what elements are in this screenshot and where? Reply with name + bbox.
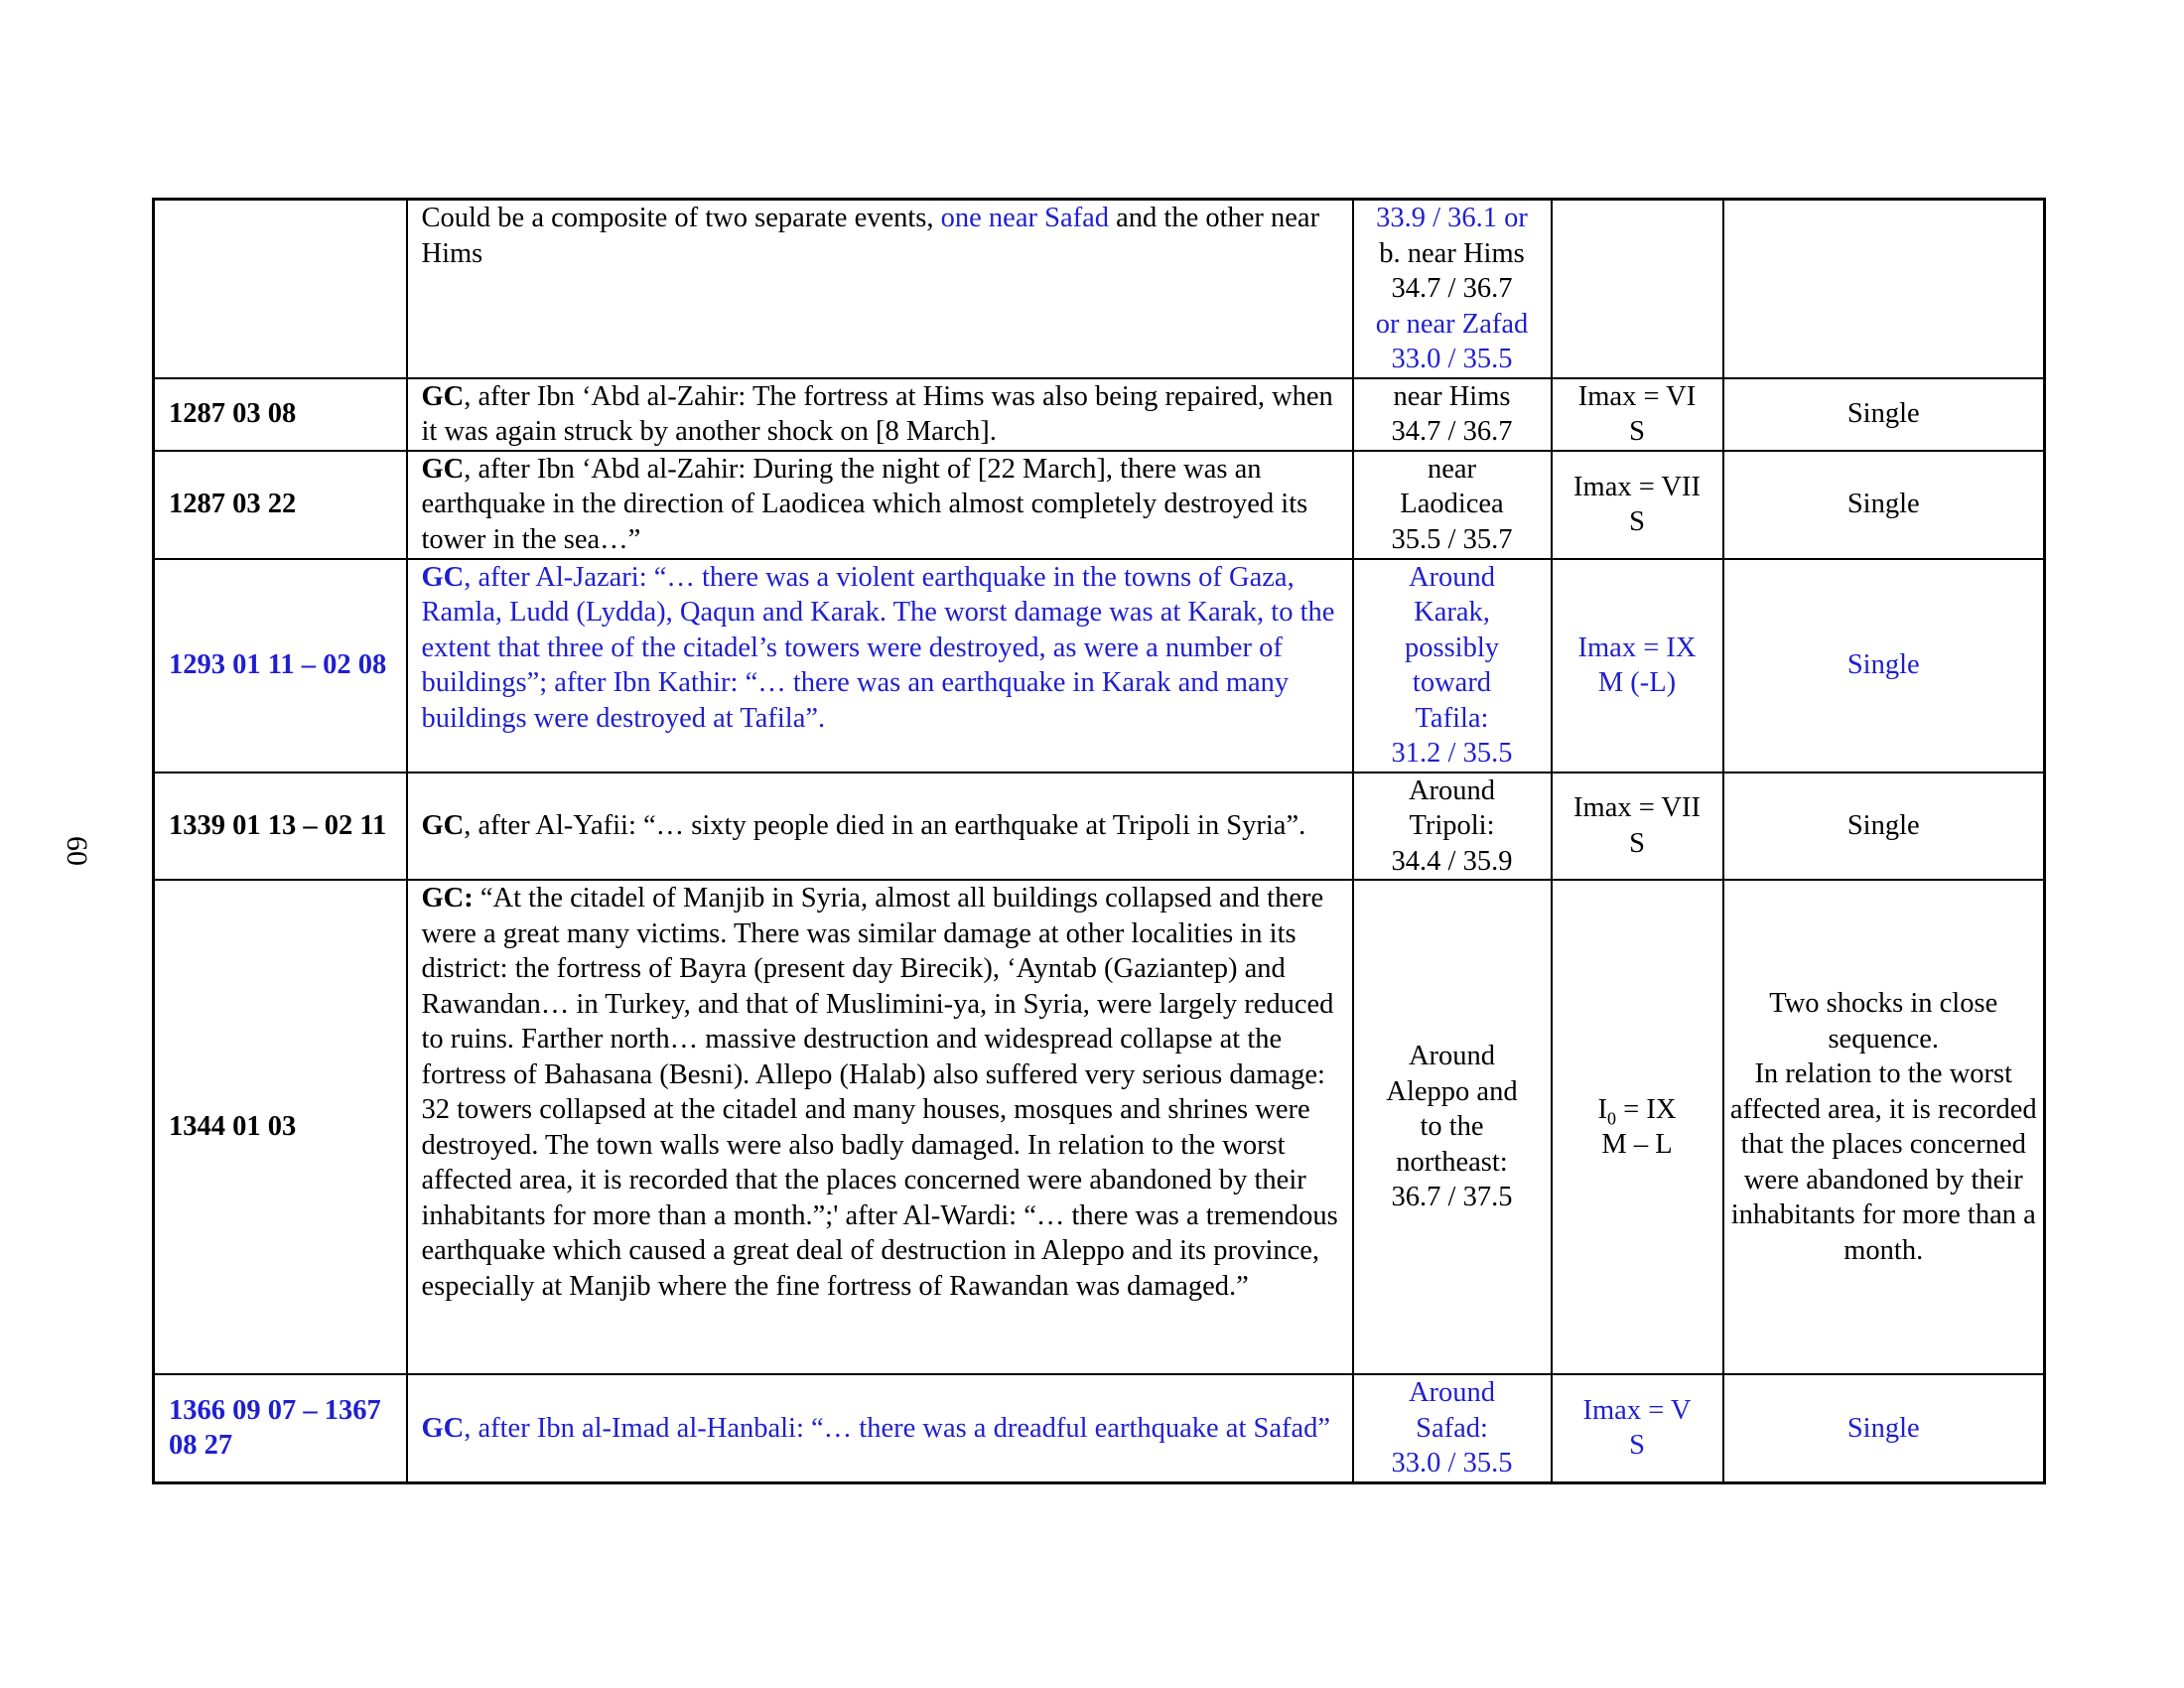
source-label: GC xyxy=(421,1412,465,1444)
description-cell xyxy=(407,880,1353,1374)
location-line: Around xyxy=(1408,1041,1496,1072)
type-cell: Single xyxy=(1723,1374,2045,1482)
location-line: Tripoli: xyxy=(1409,810,1495,841)
magnitude-class: S xyxy=(1629,1430,1645,1462)
location-cell xyxy=(1353,1374,1552,1482)
location-cell xyxy=(1353,378,1552,451)
description-text: Could be a composite of two separate events, xyxy=(421,203,941,233)
description-text: and the other near Hims xyxy=(421,203,1320,269)
location-line: Around xyxy=(1408,774,1496,806)
location-line: near Hims xyxy=(1393,380,1511,412)
intensity-symbol: I xyxy=(1597,1093,1608,1125)
intensity-cell xyxy=(1552,378,1723,451)
date-cell: 1287 03 22 xyxy=(154,451,407,559)
location-line: Around xyxy=(1408,561,1496,593)
table-row xyxy=(154,378,2045,451)
description-cell xyxy=(407,200,1353,378)
source-label: GC xyxy=(421,561,465,593)
description-text: , after Ibn ‘Abd al-Zahir: During the night of [22 March], there was an earthquake in the direction of Laodicea which almost completely destroyed its tower in the sea…” xyxy=(421,453,1308,555)
description-cell xyxy=(407,773,1353,881)
intensity-subscript: 0 xyxy=(1607,1108,1617,1129)
intensity-cell xyxy=(1552,880,1723,1374)
location-line: 35.5 / 35.7 xyxy=(1391,523,1513,555)
date-cell: 1293 01 11 – 02 08 xyxy=(154,559,407,773)
intensity-value xyxy=(1559,1092,1716,1128)
location-line: 33.9 / 36.1 or xyxy=(1376,203,1528,233)
location-line: 31.2 / 35.5 xyxy=(1391,738,1513,769)
date-cell: 1344 01 03 xyxy=(154,880,407,1374)
type-cell: Single xyxy=(1723,773,2045,881)
location-line: Laodicea xyxy=(1400,489,1504,520)
description-text: , after Ibn ‘Abd al-Zahir: The fortress at Hims was also being repaired, when it was again struck by another shock on [8 March]. xyxy=(421,380,1333,447)
intensity-cell xyxy=(1552,559,1723,773)
table-row xyxy=(154,880,2045,1374)
location-cell xyxy=(1353,451,1552,559)
description-cell xyxy=(407,1374,1353,1482)
intensity-cell xyxy=(1552,1374,1723,1482)
description-text: , after Al-Jazari: “… there was a violent earthquake in the towns of Gaza, Ramla, Ludd (Lydda), Qaqun and Karak. The worst damage was at Karak, to the extent that three of the citadel’s towers were destroyed, as were a number of buildings”; after Ibn Kathir: “… there was an earthquake in Karak and many buildings were destroyed at Tafila”. xyxy=(421,561,1335,734)
description-text: “At the citadel of Manjib in Syria, almost all buildings collapsed and there were a great many victims. There was similar damage at other localities in its district: the fortress of Bayra (present day Birecik), ‘Ayntab (Gaziantep) and Rawandan… in Turkey, and that of Muslimini-ya, in Syria, were largely reduced to ruins. Farther north… massive destruction and widespread collapse at the fortress of Bahasana (Besni). Allepo (Halab) also suffered very serious damage: 32 towers collapsed at the citadel and many houses, mosques and shrines were destroyed. The town walls were also badly damaged. In relation to the worst affected area, it is recorded that the places concerned were abandoned by their inhabitants for more than a month.”;' after Al-Wardi: “… there was a tremendous earthquake which caused a great deal of destruction in Aleppo and its province, especially at Manjib where the fine fortress of Rawandan was damaged.” xyxy=(421,883,1338,1302)
date-cell: 1287 03 08 xyxy=(154,378,407,451)
description-cell xyxy=(407,451,1353,559)
event-type-note: In relation to the worst affected area, it is recorded that the places concerned were abandoned by their inhabitants for more than a month. xyxy=(1729,1058,2037,1266)
location-line: to the xyxy=(1420,1111,1484,1143)
source-label: GC xyxy=(421,453,465,485)
location-line: near xyxy=(1427,453,1477,485)
location-cell xyxy=(1353,773,1552,881)
date-cell: 1366 09 07 – 1367 08 27 xyxy=(154,1374,407,1482)
location-line: northeast: xyxy=(1396,1146,1508,1178)
magnitude-class: S xyxy=(1629,827,1645,859)
table-row xyxy=(154,773,2045,881)
location-line: Safad: xyxy=(1416,1412,1488,1444)
location-line: 34.7 / 36.7 xyxy=(1391,273,1513,304)
table-row xyxy=(154,559,2045,773)
intensity-cell xyxy=(1552,200,1723,378)
magnitude-class: M – L xyxy=(1601,1129,1673,1160)
date-cell: 1339 01 13 – 02 11 xyxy=(154,773,407,881)
location-line: b. near Hims xyxy=(1379,237,1525,269)
intensity-cell xyxy=(1552,451,1723,559)
table-row xyxy=(154,1374,2045,1482)
table-row xyxy=(154,200,2045,378)
intensity-value: Imax = VII xyxy=(1573,792,1701,824)
type-cell xyxy=(1723,880,2045,1374)
source-label: GC xyxy=(421,810,465,841)
location-line: Around xyxy=(1408,1377,1496,1408)
description-cell xyxy=(407,559,1353,773)
intensity-cell xyxy=(1552,773,1723,881)
type-cell: Single xyxy=(1723,559,2045,773)
event-type: Two shocks in close sequence. xyxy=(1769,988,1998,1055)
location-cell xyxy=(1353,559,1552,773)
intensity-value: Imax = VI xyxy=(1577,380,1697,412)
location-line: or near Zafad xyxy=(1375,308,1529,340)
location-line: possibly xyxy=(1404,632,1500,663)
location-line: Tafila: xyxy=(1415,702,1489,734)
location-cell xyxy=(1353,200,1552,378)
location-line: 33.0 / 35.5 xyxy=(1391,1448,1513,1478)
magnitude-class: S xyxy=(1629,416,1645,447)
location-line: toward xyxy=(1412,667,1492,698)
type-cell: Single xyxy=(1723,378,2045,451)
date-cell xyxy=(154,200,407,378)
page-number: 60 xyxy=(61,836,93,866)
location-line: Aleppo and xyxy=(1386,1075,1518,1107)
description-text: , after Ibn al-Imad al-Hanbali: “… there was a dreadful earthquake at Safad” xyxy=(464,1412,1331,1444)
intensity-number: = IX xyxy=(1616,1093,1677,1125)
location-line: 34.7 / 36.7 xyxy=(1391,416,1513,447)
location-line: 36.7 / 37.5 xyxy=(1391,1182,1513,1213)
location-cell xyxy=(1353,880,1552,1374)
location-line: Karak, xyxy=(1414,597,1490,628)
intensity-value: Imax = V xyxy=(1582,1394,1692,1426)
intensity-value: Imax = IX xyxy=(1577,632,1697,663)
location-line: 33.0 / 35.5 xyxy=(1391,344,1513,374)
description-cell xyxy=(407,378,1353,451)
description-text-highlight: one near Safad xyxy=(940,203,1109,233)
magnitude-class: S xyxy=(1629,506,1645,537)
table-row xyxy=(154,451,2045,559)
source-label: GC: xyxy=(421,883,474,914)
source-label: GC xyxy=(421,380,465,412)
earthquake-catalog-table xyxy=(152,198,2046,1484)
description-text: , after Al-Yafii: “… sixty people died in an earthquake at Tripoli in Syria”. xyxy=(464,810,1306,841)
magnitude-class: M (-L) xyxy=(1597,667,1677,698)
type-cell: Single xyxy=(1723,451,2045,559)
intensity-value: Imax = VII xyxy=(1573,471,1701,502)
type-cell xyxy=(1723,200,2045,378)
location-line: 34.4 / 35.9 xyxy=(1391,845,1513,877)
